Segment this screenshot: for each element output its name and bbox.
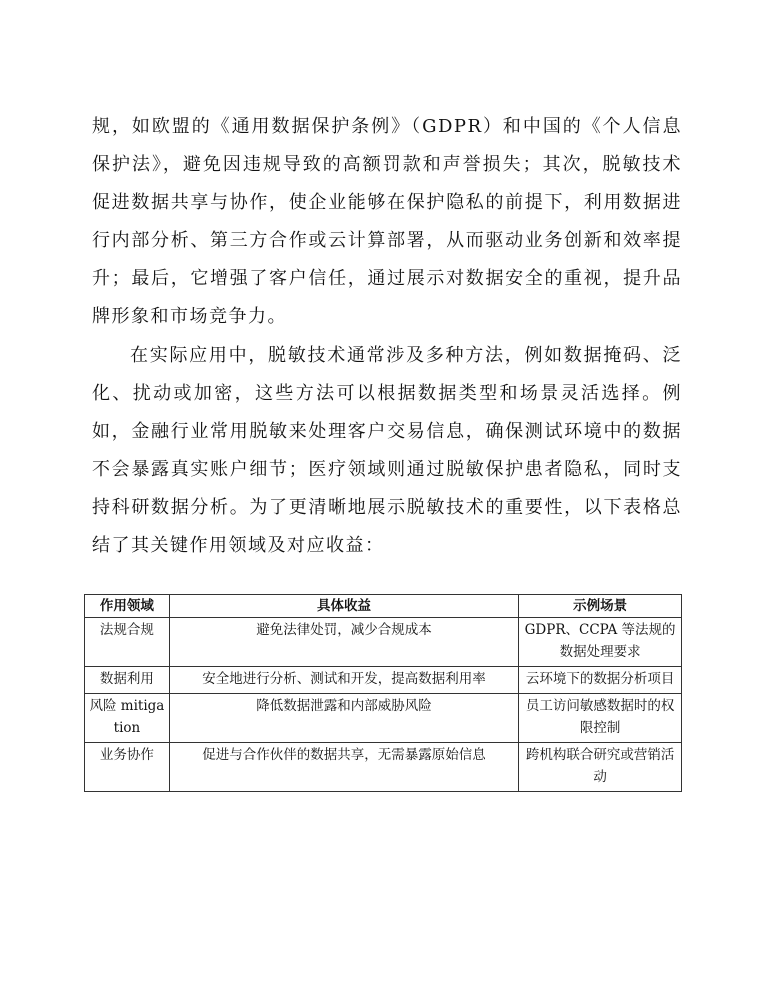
table-row xyxy=(85,618,682,667)
table-cell-domain: 数据利用 xyxy=(85,667,170,694)
column-header: 具体收益 xyxy=(169,595,518,618)
table-cell-benefit: 降低数据泄露和内部威胁风险 xyxy=(169,694,518,743)
table-cell-domain: 法规合规 xyxy=(85,618,170,667)
benefits-table xyxy=(84,594,682,792)
body-paragraph: 在实际应用中，脱敏技术通常涉及多种方法，例如数据掩码、泛化、扰动或加密，这些方法可以根据数据类型和场景灵活选择。例如，金融行业常用脱敏来处理客户交易信息，确保测试环境中的数据不会暴露真实账户细节；医疗领域则通过脱敏保护患者隐私，同时支持科研数据分析。为了更清晰地展示脱敏技术的重要性，以下表格总结了其关键作用领域及对应收益： xyxy=(92,345,682,556)
table-cell-example: 跨机构联合研究或营销活动 xyxy=(519,743,682,792)
table-cell-benefit: 避免法律处罚，减少合规成本 xyxy=(169,618,518,667)
table-row xyxy=(85,667,682,694)
table-cell-benefit: 安全地进行分析、测试和开发，提高数据利用率 xyxy=(169,667,518,694)
column-header: 作用领域 xyxy=(85,595,170,618)
table-cell-benefit: 促进与合作伙伴的数据共享，无需暴露原始信息 xyxy=(169,743,518,792)
table-cell-domain: 风险 mitigation xyxy=(85,694,170,743)
table-cell-example: GDPR、CCPA 等法规的数据处理要求 xyxy=(519,618,682,667)
table-row xyxy=(85,743,682,792)
table-row xyxy=(85,694,682,743)
table-header-row xyxy=(85,595,682,618)
body-paragraph: 规，如欧盟的《通用数据保护条例》（GDPR）和中国的《个人信息保护法》，避免因违规导致的高额罚款和声誉损失；其次，脱敏技术促进数据共享与协作，使企业能够在保护隐私的前提下，利用数据进行内部分析、第三方合作或云计算部署，从而驱动业务创新和效率提升；最后，它增强了客户信任，通过展示对数据安全的重视，提升品牌形象和市场竞争力。 xyxy=(92,116,682,327)
column-header: 示例场景 xyxy=(519,595,682,618)
table-cell-example: 员工访问敏感数据时的权限控制 xyxy=(519,694,682,743)
table-cell-example: 云环境下的数据分析项目 xyxy=(519,667,682,694)
table-cell-domain: 业务协作 xyxy=(85,743,170,792)
